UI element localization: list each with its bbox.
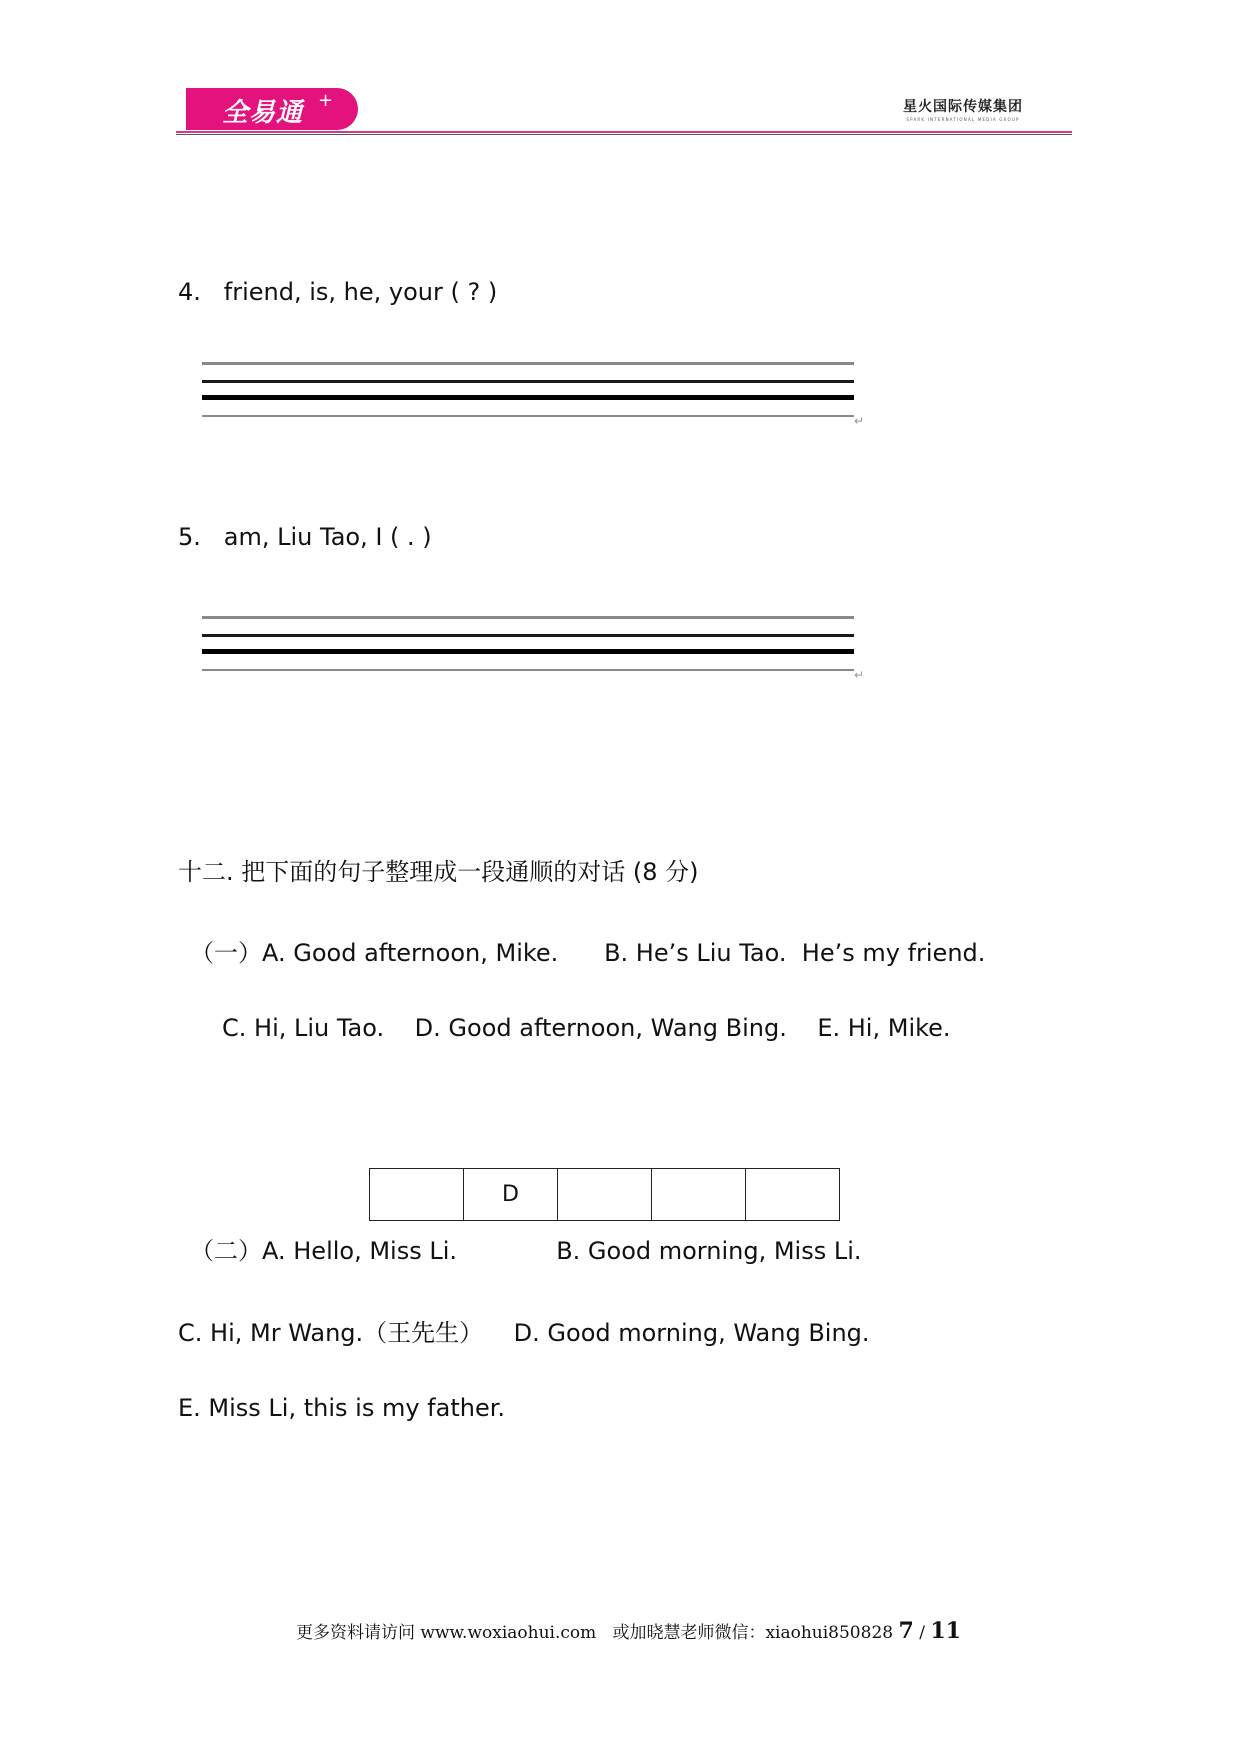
sparkle-icon: + xyxy=(318,90,334,111)
part1-line1: （一）A. Good afternoon, Mike. B. He’s Liu Tao. He’s my friend. xyxy=(190,939,986,967)
page-total: 11 xyxy=(930,1618,961,1644)
header-divider-thin xyxy=(176,134,1072,135)
brand-logo-text: 全易通 xyxy=(222,98,304,128)
writing-line-bottom xyxy=(202,415,854,417)
answer-cell-1[interactable] xyxy=(370,1169,464,1221)
part1-line2: C. Hi, Liu Tao. D. Good afternoon, Wang Bing. E. Hi, Mike. xyxy=(222,1014,951,1042)
writing-line-mid-upper xyxy=(202,380,854,383)
page-separator: / xyxy=(913,1623,931,1643)
answer-table xyxy=(369,1168,840,1221)
answer-cell-2[interactable]: D xyxy=(464,1169,558,1221)
answer-cell-5[interactable] xyxy=(746,1169,840,1221)
writing-line-baseline xyxy=(202,649,854,654)
writing-line-top xyxy=(202,362,854,365)
answer-cell-4[interactable] xyxy=(652,1169,746,1221)
publisher-mark xyxy=(903,96,1023,122)
writing-line-top xyxy=(202,616,854,619)
footer xyxy=(296,1618,961,1644)
answer-cell-3[interactable] xyxy=(558,1169,652,1221)
writing-line-bottom xyxy=(202,669,854,671)
writing-line-baseline xyxy=(202,395,854,400)
question-4: 4. friend, is, he, your ( ? ) xyxy=(178,278,498,306)
return-mark-icon: ↵ xyxy=(854,668,865,682)
publisher-name-cn: 星火国际传媒集团 xyxy=(903,99,1023,115)
footer-text: 更多资料请访问 www.woxiaohui.com 或加晓慧老师微信：xiaohui850828 xyxy=(296,1623,899,1643)
publisher-name-en: SPARK INTERNATIONAL MEDIA GROUP xyxy=(906,117,1020,122)
part2-line2: C. Hi, Mr Wang.（王先生） D. Good morning, Wang Bing. xyxy=(178,1319,870,1347)
part2-line1: （二）A. Hello, Miss Li. B. Good morning, Miss Li. xyxy=(190,1237,862,1265)
return-mark-icon: ↵ xyxy=(854,414,865,428)
writing-line-mid-upper xyxy=(202,634,854,637)
page-current: 7 xyxy=(898,1618,914,1644)
section-title: 十二. 把下面的句子整理成一段通顺的对话 (8 分) xyxy=(178,858,699,886)
header-divider xyxy=(176,131,1072,133)
question-5: 5. am, Liu Tao, I ( . ) xyxy=(178,523,432,551)
part2-line3: E. Miss Li, this is my father. xyxy=(178,1394,505,1422)
